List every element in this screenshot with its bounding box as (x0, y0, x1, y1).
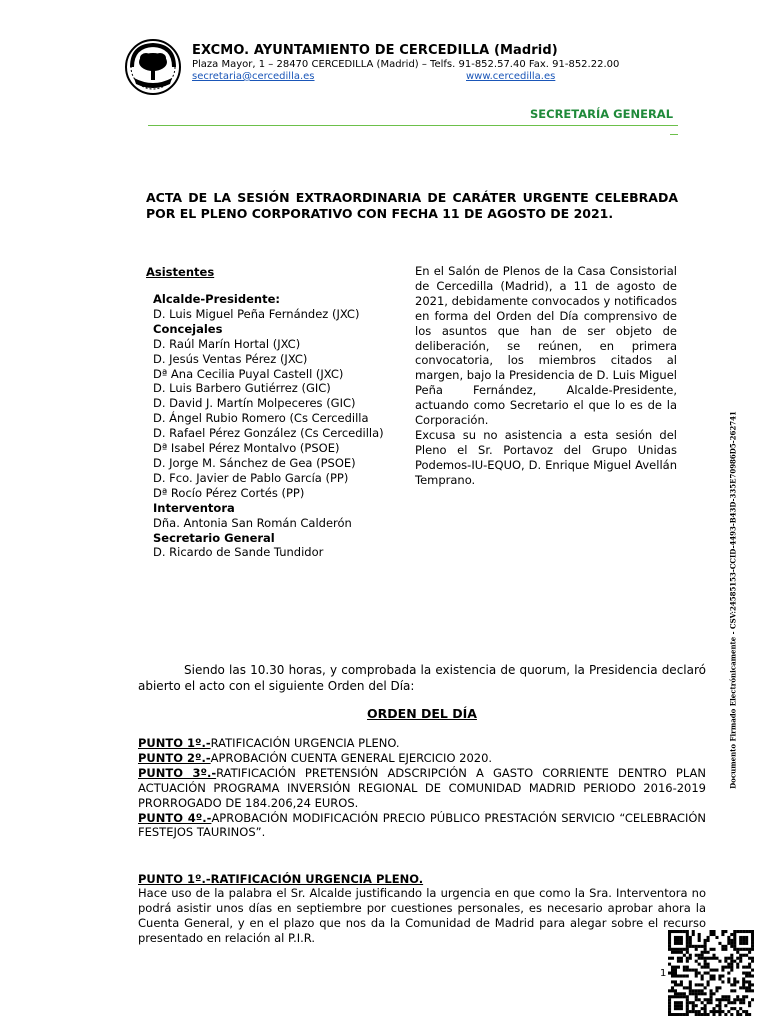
signature-csv: - CSV:24585153-CCID-4493-B43D-335E70986D5-262741 (728, 411, 738, 637)
auditor-role: Interventora (153, 500, 235, 515)
agenda-item-label: PUNTO 2º.- (138, 750, 211, 765)
header-divider (148, 125, 678, 126)
agenda-item (138, 736, 706, 751)
agenda-item-text: APROBACIÓN MODIFICACIÓN PRECIO PÚBLICO PRESTACIÓN SERVICIO “CELEBRACIÓN FESTEJOS TAURINOS”. (138, 810, 706, 840)
municipal-logo (124, 38, 182, 96)
signature-label: Documento Firmado Electrónicamente (728, 636, 738, 789)
council-member: Dª Ana Cecilia Puyal Castell (JXC) (153, 366, 344, 381)
mayor-role: Alcalde-Presidente: (153, 292, 280, 306)
council-member: D. Jesús Ventas Pérez (JXC) (153, 351, 308, 366)
council-member: D. Jorge M. Sánchez de Gea (PSOE) (153, 455, 356, 470)
session-description (415, 264, 677, 488)
department-label: SECRETARÍA GENERAL (530, 107, 674, 121)
session-paragraph: En el Salón de Plenos de la Casa Consistorial de Cercedilla (Madrid), a 11 de agosto de 2021, debidamente convocados y notificados en forma del Orden del Día comprensivo de los asuntos que han de ser objeto de deliberación, se reúnen, en primera convocatoria, los miembros citados al margen, bajo la Presidencia de D. Luis Miguel Peña Fernández, Alcalde-Presidente, actuando como Secretario el que lo es de la Corporación. (415, 264, 677, 428)
council-member: Dª Rocío Pérez Cortés (PP) (153, 485, 305, 500)
signature-sidebar (729, 411, 738, 789)
agenda-item-label: PUNTO 4º.- (138, 810, 212, 825)
excuse-paragraph: Excusa su no asistencia a esta sesión del Pleno el Sr. Portavoz del Grupo Unidas Podemos-IU-EQUO, D. Enrique Miguel Avellán Temprano. (415, 427, 677, 487)
qr-code-icon (668, 930, 754, 1016)
institution-title: EXCMO. AYUNTAMIENTO DE CERCEDILLA (Madrid) (192, 43, 558, 58)
agenda-item (138, 766, 706, 811)
section-1-text: Hace uso de la palabra el Sr. Alcalde justificando la urgencia en que como la Sra. Interventora no podrá asistir unos días en septiembre por cuestiones personales, es necesario aprobar ahora la Cuenta General, y en el plazo que nos da la Comunidad de Madrid para alegar sobre el recurso presentado en relación al P.I.R. (138, 886, 706, 945)
council-member: D. Rafael Pérez González (Cs Cercedilla) (153, 426, 384, 441)
attendees-list (153, 292, 395, 560)
document-title: ACTA DE LA SESIÓN EXTRAORDINARIA DE CARÁTER URGENTE CELEBRADA POR EL PLENO CORPORATIVO CON FECHA 11 DE AGOSTO DE 2021. (146, 190, 678, 221)
mayor-name: D. Luis Miguel Peña Fernández (JXC) (153, 306, 360, 321)
secretary-role: Secretario General (153, 530, 275, 545)
agenda-item-text: RATIFICACIÓN PRETENSIÓN ADSCRIPCIÓN A GASTO CORRIENTE DENTRO PLAN ACTUACIÓN PROGRAMA INVERSIÓN REGIONAL DE COMUNIDAD MADRID PERIODO 2016-2019 PRORROGADO DE 184.206,24 EUROS. (138, 765, 706, 810)
council-member: Dª Isabel Pérez Montalvo (PSOE) (153, 441, 340, 456)
opening-paragraph (138, 662, 706, 694)
auditor-name: Dña. Antonia San Román Calderón (153, 515, 352, 530)
council-member: D. Raúl Marín Hortal (JXC) (153, 336, 301, 351)
header-divider-dash (670, 134, 678, 135)
council-member: D. David J. Martín Molpeceres (GIC) (153, 396, 356, 411)
council-role: Concejales (153, 321, 223, 336)
agenda-item-label: PUNTO 3º.- (138, 765, 217, 780)
page-number: 1 (660, 968, 667, 979)
email-link[interactable]: secretaria@cercedilla.es (192, 71, 315, 82)
agenda-item (138, 751, 706, 766)
website-link[interactable]: www.cercedilla.es (466, 71, 556, 82)
agenda-item-label: PUNTO 1º.- (138, 736, 211, 750)
section-1-heading: PUNTO 1º.-RATIFICACIÓN URGENCIA PLENO. (138, 872, 424, 886)
agenda-item-text: RATIFICACIÓN URGENCIA PLENO. (210, 736, 400, 750)
agenda-item (138, 811, 706, 841)
council-member: D. Fco. Javier de Pablo García (PP) (153, 470, 349, 485)
attendees-heading: Asistentes (146, 265, 215, 279)
opening-text: Siendo las 10.30 horas, y comprobada la existencia de quorum, la Presidencia declaró abierto el acto con el siguiente Orden del Día: (138, 663, 706, 693)
agenda-heading: ORDEN DEL DÍA (367, 706, 477, 721)
secretary-name: D. Ricardo de Sande Tundidor (153, 545, 324, 560)
council-member: D. Luis Barbero Gutiérrez (GIC) (153, 381, 331, 396)
agenda-list (138, 736, 706, 840)
agenda-item-text: APROBACIÓN CUENTA GENERAL EJERCICIO 2020. (210, 750, 493, 765)
council-member: D. Ángel Rubio Romero (Cs Cercedilla (153, 411, 369, 426)
institution-address: Plaza Mayor, 1 – 28470 CERCEDILLA (Madrid) – Telfs. 91-852.57.40 Fax. 91-852.22.00 (192, 59, 620, 70)
